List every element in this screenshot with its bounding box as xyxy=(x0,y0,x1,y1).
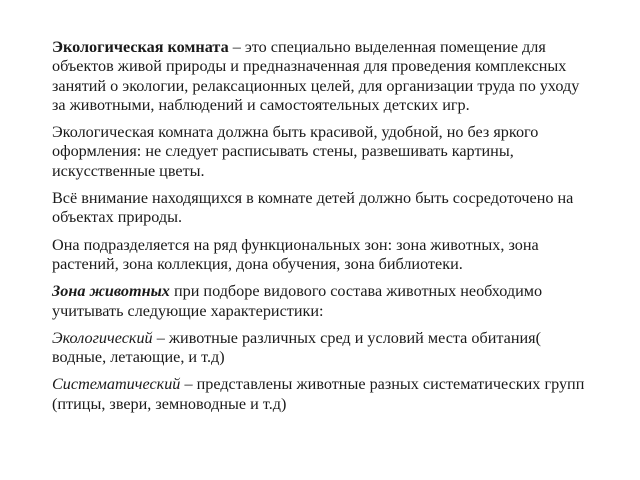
paragraph-animal-zone xyxy=(52,282,592,321)
design-text: Экологическая комната должна быть красивой, удобной, но без яркого оформления: не следует расписывать стены, развешивать картины, искусственные цветы. xyxy=(52,123,539,180)
paragraph-design xyxy=(52,123,592,181)
paragraph-zones xyxy=(52,236,592,275)
term-systematic: Систематический xyxy=(52,375,181,394)
animal-zone-text: при подборе видового состава животных необходимо учитывать следующие характеристики: xyxy=(52,282,543,320)
zones-text: Она подразделяется на ряд функциональных зон: зона животных, зона растений, зона коллекция, дона обучения, зона библиотеки. xyxy=(52,235,539,273)
paragraph-systematic xyxy=(52,375,592,414)
paragraph-attention xyxy=(52,189,592,228)
term-animal-zone: Зона животных xyxy=(52,282,170,301)
paragraph-ecological xyxy=(52,329,592,368)
ecological-text: – животные различных сред и условий места обитания( водные, летающие, и т.д) xyxy=(52,328,542,367)
systematic-text: – представлены животные разных систематических групп (птицы, звери, земноводные и т.д) xyxy=(52,375,585,413)
definition-text: – это специально выделенная помещение для объектов живой природы и предназначенная для проведения комплексных занятий о экологии, релаксационных целей, для организации труда по уходу за животными, наблюдений и самостоятельных детских игр. xyxy=(52,38,580,114)
term-ecological: Экологический xyxy=(52,328,153,347)
text-body xyxy=(52,38,592,422)
paragraph-definition xyxy=(52,38,592,115)
term-ecological-room: Экологическая комната xyxy=(52,38,229,56)
attention-text: Всё внимание находящихся в комнате детей должно быть сосредоточено на объектах природы. xyxy=(52,189,574,227)
